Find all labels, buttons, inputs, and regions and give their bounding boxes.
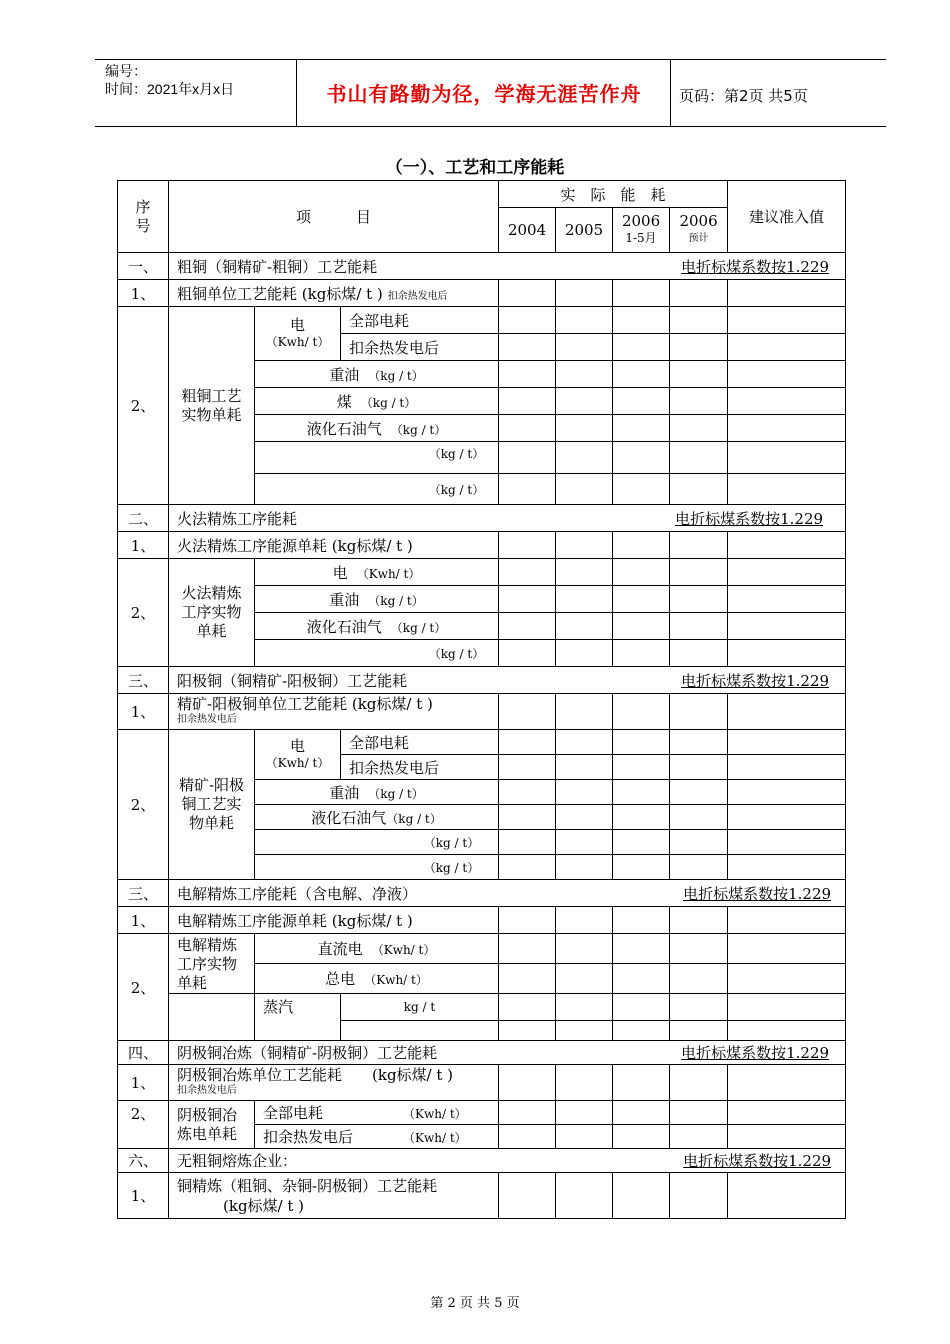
item-label: 重油 （kg / t） [255, 586, 499, 613]
header-bottom-rule [95, 126, 886, 127]
row-num: 1、 [118, 280, 169, 307]
item-label: 液化石油气（kg / t） [255, 805, 499, 830]
item-label: 全部电耗 （Kwh/ t） [255, 1101, 499, 1125]
row-label: 精矿-阳极铜单位工艺能耗 (kg标煤/ t ) 扣余热发电后 [169, 694, 499, 730]
page-title: （一）、工艺和工序能耗 [385, 158, 565, 178]
section-title-row: 无粗铜熔炼企业： 电折标煤系数按1.229 [169, 1149, 846, 1173]
row-label: 电解精炼工序能源单耗 (kg标煤/ t ) [169, 907, 499, 934]
item-label: 重油 （kg / t） [255, 780, 499, 805]
group-label: 电解精炼工序实物单耗 [169, 934, 255, 994]
elec-label: 电 （Kwh/ t） [255, 307, 341, 361]
item-label: 扣余热发电后 （Kwh/ t） [255, 1125, 499, 1149]
number-label: 编号： [105, 63, 147, 79]
col-item-header: 项 目 [169, 181, 499, 253]
row-num: 1、 [118, 1173, 169, 1219]
item-label: 液化石油气 （kg / t） [255, 613, 499, 640]
page-footer: 第 2 页 共 5 页 [430, 1296, 520, 1311]
item-label: （kg / t） [255, 442, 499, 474]
col-2006b: 2006 预计 [670, 208, 728, 253]
section-num: 三、 [118, 880, 169, 907]
section-title-row: 电解精炼工序能耗（含电解、净液） 电折标煤系数按1.229 [169, 880, 846, 907]
group-label: 粗铜工艺实物单耗 [169, 307, 255, 505]
row-num: 1、 [118, 1065, 169, 1101]
col-seq-header: 序 号 [118, 181, 169, 253]
row-num: 1、 [118, 694, 169, 730]
item-label: 扣余热发电后 [341, 334, 499, 361]
row-num: 2、 [118, 1101, 169, 1149]
item-label: 全部电耗 [341, 307, 499, 334]
item-label: 煤 （kg / t） [255, 388, 499, 415]
item-label: 总电 （Kwh/ t） [255, 964, 499, 994]
col-2004: 2004 [499, 208, 556, 253]
item-label: 电 （Kwh/ t） [255, 559, 499, 586]
item-label: （kg / t） [255, 474, 499, 505]
col-2005: 2005 [556, 208, 613, 253]
item-label: 蒸汽 [255, 994, 341, 1041]
item-unit: kg / t [341, 994, 499, 1021]
section-title-row: 粗铜（铜精矿-粗铜）工艺能耗 电折标煤系数按1.229 [169, 253, 846, 280]
item-label: 直流电 （Kwh/ t） [255, 934, 499, 964]
group-label: 阴极铜冶炼电单耗 [169, 1101, 255, 1149]
group-label: 精矿-阳极铜工艺实物单耗 [169, 730, 255, 880]
section-title-row: 阴极铜冶炼（铜精矿-阴极铜）工艺能耗 电折标煤系数按1.229 [169, 1041, 846, 1065]
section-num: 六、 [118, 1149, 169, 1173]
item-label: 液化石油气 （kg / t） [255, 415, 499, 442]
energy-table [117, 180, 846, 1219]
item-label: 全部电耗 [341, 730, 499, 755]
col-actual-header: 实 际 能 耗 [499, 181, 728, 208]
group-label: 火法精炼工序实物单耗 [169, 559, 255, 667]
row-num: 2、 [118, 730, 169, 880]
motto: 书山有路勤为径，学海无涯苦作舟 [326, 82, 642, 106]
row-num: 2、 [118, 934, 169, 1041]
item-label: （kg / t） [255, 830, 499, 855]
row-num: 1、 [118, 532, 169, 559]
section-title-row: 阳极铜（铜精矿-阳极铜）工艺能耗 电折标煤系数按1.229 [169, 667, 846, 694]
section-num: 一、 [118, 253, 169, 280]
header-divider [296, 59, 297, 127]
time-label: 时间：2021年x月x日 [105, 81, 235, 97]
page-info: 页码：第2页 共5页 [679, 87, 808, 105]
col-2006a: 2006 1-5月 [613, 208, 670, 253]
header-meta [105, 62, 234, 98]
item-label: 重油 （kg / t） [255, 361, 499, 388]
section-num: 三、 [118, 667, 169, 694]
row-label: 粗铜单位工艺能耗 (kg标煤/ t ) 扣余热发电后 [169, 280, 499, 307]
section-title-row: 火法精炼工序能耗 电折标煤系数按1.229 [169, 505, 846, 532]
col-suggest-header: 建议准入值 [728, 181, 846, 253]
item-label: （kg / t） [255, 640, 499, 667]
row-num: 2、 [118, 307, 169, 505]
row-label: 火法精炼工序能源单耗 (kg标煤/ t ) [169, 532, 499, 559]
header-top-rule [95, 59, 886, 60]
row-num: 2、 [118, 559, 169, 667]
row-label: 铜精炼（粗铜、杂铜-阴极铜）工艺能耗 (kg标煤/ t ) [169, 1173, 499, 1219]
row-num: 1、 [118, 907, 169, 934]
item-label: （kg / t） [255, 855, 499, 880]
section-num: 四、 [118, 1041, 169, 1065]
row-label: 阴极铜冶炼单位工艺能耗 (kg标煤/ t ) 扣余热发电后 [169, 1065, 499, 1101]
header-divider [670, 59, 671, 127]
elec-label: 电 （Kwh/ t） [255, 730, 341, 780]
section-num: 二、 [118, 505, 169, 532]
item-label: 扣余热发电后 [341, 755, 499, 780]
